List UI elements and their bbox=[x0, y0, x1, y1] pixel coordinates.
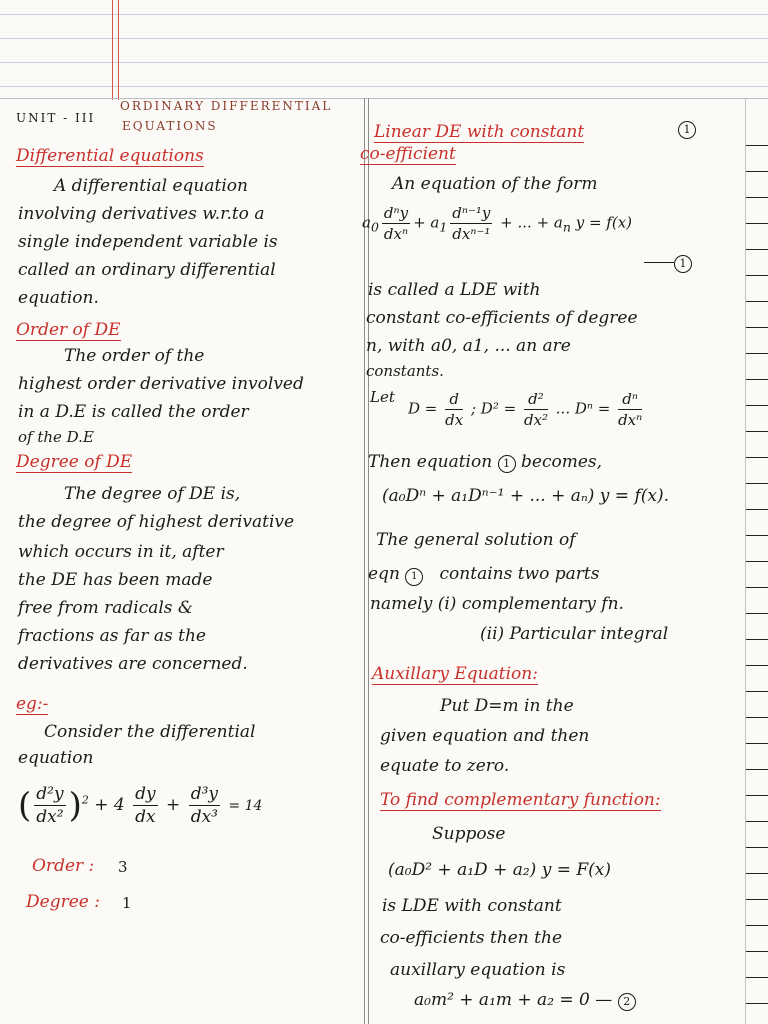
example-label: eg:- bbox=[16, 694, 49, 714]
degree-line: which occurs in it, after bbox=[18, 542, 224, 562]
unit-title-line1: ORDINARY DIFFERENTIAL bbox=[120, 99, 333, 113]
auxiliary-equation: a₀m² + a₁m + a₂ = 0 — 2 bbox=[414, 992, 636, 1011]
diff-eq-heading: Differential equations bbox=[16, 146, 204, 166]
degree-line: the DE has been made bbox=[18, 570, 213, 590]
order-line: The order of the bbox=[64, 346, 205, 366]
degree-line: The degree of DE is, bbox=[64, 484, 241, 504]
general-linear-equation: $a_0$ $\frac{\text{dⁿy}}{\text{dxⁿ}}$ + $a_1$ $\frac{\text{dⁿ⁻¹y}}{\text{dxⁿ⁻¹}}$ + ... + $a_n$ y = f(x) bbox=[362, 204, 633, 243]
degree-result-label: Degree : bbox=[26, 892, 100, 912]
linear-heading-line2: co-efficient bbox=[360, 144, 456, 164]
order-line: in a D.E is called the order bbox=[18, 402, 249, 422]
linear-body-line: is called a LDE with bbox=[368, 280, 541, 300]
auxiliary-line: Put D=m in the bbox=[440, 696, 574, 716]
equation-middle: + ... + a bbox=[500, 213, 563, 232]
example-line: equation bbox=[18, 748, 94, 768]
then-equation-line: Then equation 1 becomes, bbox=[368, 452, 603, 472]
order-heading: Order of DE bbox=[16, 320, 121, 340]
general-solution-line: namely (i) complementary fn. bbox=[370, 594, 624, 614]
diff-eq-line: called an ordinary differential bbox=[18, 260, 276, 280]
linear-body-line: constants. bbox=[366, 362, 444, 380]
degree-line: the degree of highest derivative bbox=[18, 512, 295, 532]
example-equation: ( $\frac{\text{d²y}}{\text{dx²}}$ )$^2$ + 4 $\frac{dy}{dx}$ + $\frac{\text{d³y}}{\text{dx³}}$ = 14 bbox=[18, 784, 263, 827]
order-result-value: 3 bbox=[118, 858, 128, 876]
page-number: 1 bbox=[678, 118, 696, 139]
general-solution-line: eqn 1 contains two parts bbox=[368, 564, 600, 584]
operator-form-equation: (a₀Dⁿ + a₁Dⁿ⁻¹ + ... + aₙ) y = f(x). bbox=[382, 486, 669, 506]
equation-tail: y = f(x) bbox=[575, 213, 633, 232]
sheet-edge bbox=[0, 98, 768, 99]
degree-result-value: 1 bbox=[122, 894, 132, 912]
order-result-label: Order : bbox=[32, 856, 95, 876]
example-equation-rhs: = 14 bbox=[228, 798, 263, 814]
auxiliary-heading: Auxillary Equation: bbox=[372, 664, 538, 684]
previous-page-ruled-lines bbox=[0, 0, 768, 100]
linear-heading-line1: Linear DE with constant bbox=[374, 122, 585, 142]
notebook-binding-ticks bbox=[746, 120, 768, 1000]
degree-line: derivatives are concerned. bbox=[18, 654, 248, 674]
suppose-line: is LDE with constant bbox=[382, 896, 562, 916]
cf-heading: To find complementary function: bbox=[380, 790, 661, 810]
diff-eq-line: single independent variable is bbox=[18, 232, 278, 252]
suppose-label: Suppose bbox=[432, 824, 506, 844]
degree-line: fractions as far as the bbox=[18, 626, 206, 646]
linear-body-line: n, with a0, a1, ... an are bbox=[366, 336, 571, 356]
diff-eq-line: involving derivatives w.r.to a bbox=[18, 204, 265, 224]
d-operator-definition: D = $\frac{d}{dx}$ ; D² = $\frac{\text{d²}}{\text{dx²}}$ ... Dⁿ = $\frac{\text{dⁿ}}{\text{dxⁿ}}$ bbox=[408, 390, 643, 429]
auxiliary-line: equate to zero. bbox=[380, 756, 510, 776]
unit-heading: UNIT - III bbox=[16, 111, 96, 125]
margin-line bbox=[112, 0, 113, 100]
order-line: highest order derivative involved bbox=[18, 374, 304, 394]
suppose-line: auxillary equation is bbox=[390, 960, 566, 980]
suppose-line: co-efficients then the bbox=[380, 928, 563, 948]
degree-heading: Degree of DE bbox=[16, 452, 133, 472]
margin-line bbox=[118, 0, 119, 100]
let-label: Let bbox=[370, 388, 395, 406]
suppose-equation: (a₀D² + a₁D + a₂) y = F(x) bbox=[388, 860, 612, 880]
general-solution-line: (ii) Particular integral bbox=[480, 624, 669, 644]
equation-number: 1 bbox=[644, 252, 692, 273]
unit-title-line2: EQUATIONS bbox=[122, 119, 218, 133]
example-line: Consider the differential bbox=[44, 722, 256, 742]
diff-eq-line: equation. bbox=[18, 288, 99, 308]
linear-body-line: constant co-efficients of degree bbox=[366, 308, 638, 328]
degree-line: free from radicals & bbox=[18, 598, 194, 618]
diff-eq-line: A differential equation bbox=[54, 176, 248, 196]
linear-body-line: An equation of the form bbox=[392, 174, 598, 194]
order-line: of the D.E bbox=[18, 428, 94, 446]
auxiliary-line: given equation and then bbox=[380, 726, 590, 746]
general-solution-line: The general solution of bbox=[376, 530, 576, 550]
